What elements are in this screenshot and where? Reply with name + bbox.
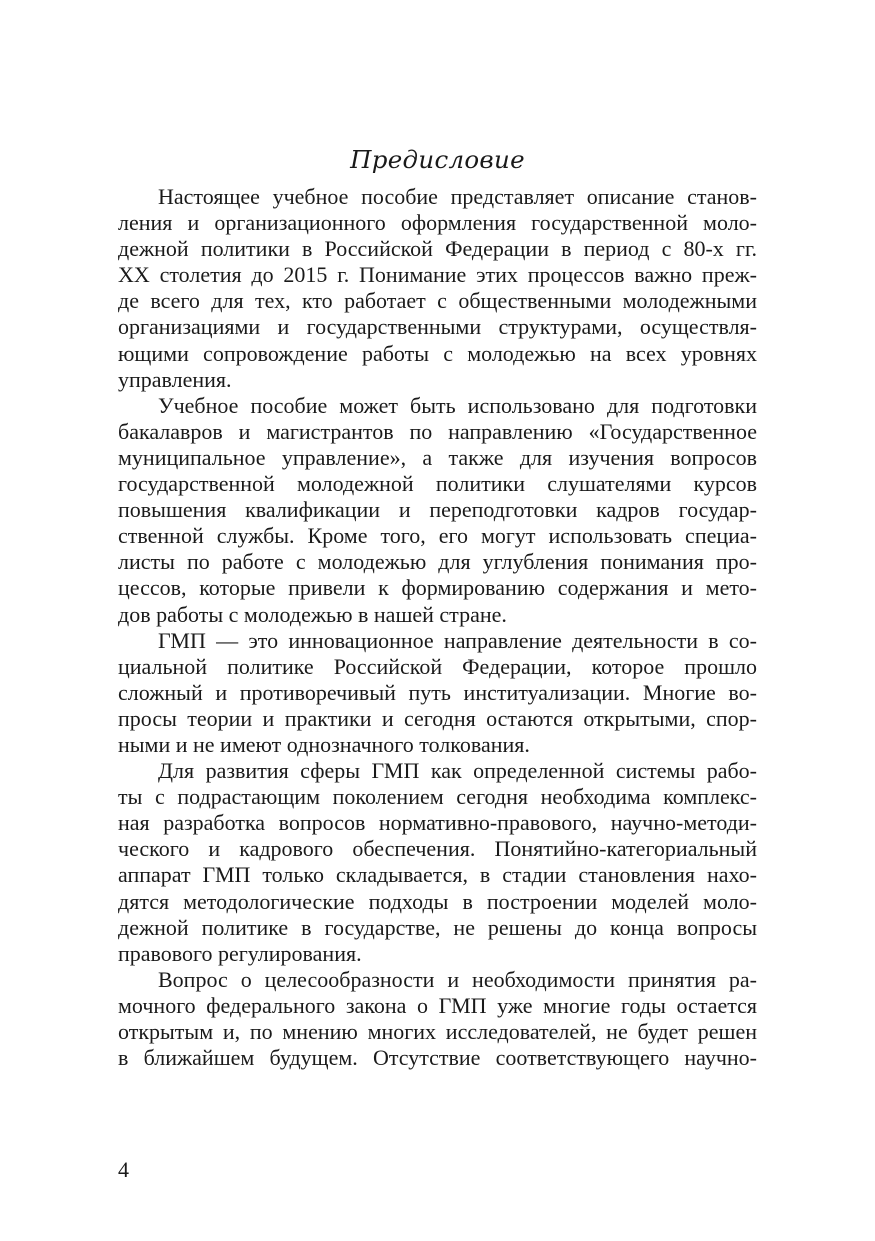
text-line: дежной политики в Российской Федерации в период с 80-х гг. — [118, 236, 757, 262]
text-line: Вопрос о целесообразности и необходимости принятия ра- — [158, 966, 757, 992]
text-line: аппарат ГМП только складывается, в стадии становления нахо- — [118, 862, 757, 888]
paragraph-2 — [118, 393, 757, 628]
text-line: ГМП — это инновационное направление деятельности в со- — [158, 627, 757, 653]
text-line: ющими сопровождение работы с молодежью на всех уровнях — [118, 340, 757, 366]
page-title: Предисловие — [350, 145, 525, 174]
paragraph-1 — [118, 184, 757, 393]
text-line: де всего для тех, кто работает с общественными молодежными — [118, 288, 757, 314]
paragraph-4 — [118, 758, 757, 967]
text-line: мочного федерального закона о ГМП уже многие годы остается — [118, 992, 757, 1018]
text-line: муниципальное управление», а также для изучения вопросов — [118, 444, 757, 470]
text-line: государственной молодежной политики слушателями курсов — [118, 471, 757, 497]
text-line: дов работы с молодежью в нашей стране. — [118, 601, 507, 627]
text-line: Настоящее учебное пособие представляет описание станов- — [158, 184, 757, 209]
text-line: ственной службы. Кроме того, его могут использовать специа- — [118, 523, 757, 549]
text-line: листы по работе с молодежью для углубления понимания про- — [118, 549, 757, 575]
text-line: ления и организационного оформления государственной моло- — [118, 210, 757, 236]
text-line: дятся методологические подходы в построении моделей моло- — [118, 888, 757, 914]
text-line: XX столетия до 2015 г. Понимание этих процессов важно преж- — [118, 262, 757, 288]
text-line: бакалавров и магистрантов по направлению «Государственное — [118, 418, 757, 444]
text-line: в ближайшем будущем. Отсутствие соответствующего научно- — [118, 1045, 757, 1071]
text-line: циальной политике Российской Федерации, которое прошло — [118, 653, 757, 679]
text-line: цессов, которые привели к формированию содержания и мето- — [118, 575, 757, 601]
text-line: Учебное пособие может быть использовано для подготовки — [158, 392, 757, 418]
text-line: повышения квалификации и переподготовки кадров государ- — [118, 497, 757, 523]
text-line: организациями и государственными структурами, осуществля- — [118, 314, 757, 340]
page-number: 4 — [118, 1157, 129, 1182]
text-line: ческого и кадрового обеспечения. Понятийно-категориальный — [118, 836, 757, 862]
text-line: просы теории и практики и сегодня остаются открытыми, спор- — [118, 705, 757, 731]
text-line: сложный и противоречивый путь институализации. Многие во- — [118, 679, 757, 705]
body-text — [118, 184, 757, 1071]
text-line: дежной политике в государстве, не решены до конца вопросы — [118, 914, 757, 940]
text-line: правового регулирования. — [118, 940, 362, 966]
text-line: Для развития сферы ГМП как определенной системы рабо- — [158, 758, 757, 784]
paragraph-3 — [118, 628, 757, 758]
text-line: ными и не имеют однозначного толкования. — [118, 731, 530, 757]
paragraph-5 — [118, 967, 757, 1071]
text-line: управления. — [118, 366, 232, 392]
text-line: открытым и, по мнению многих исследователей, не будет решен — [118, 1019, 757, 1044]
text-line: ная разработка вопросов нормативно-правового, научно-методи- — [118, 810, 757, 836]
text-line: ты с подрастающим поколением сегодня необходима комплекс- — [118, 784, 757, 810]
